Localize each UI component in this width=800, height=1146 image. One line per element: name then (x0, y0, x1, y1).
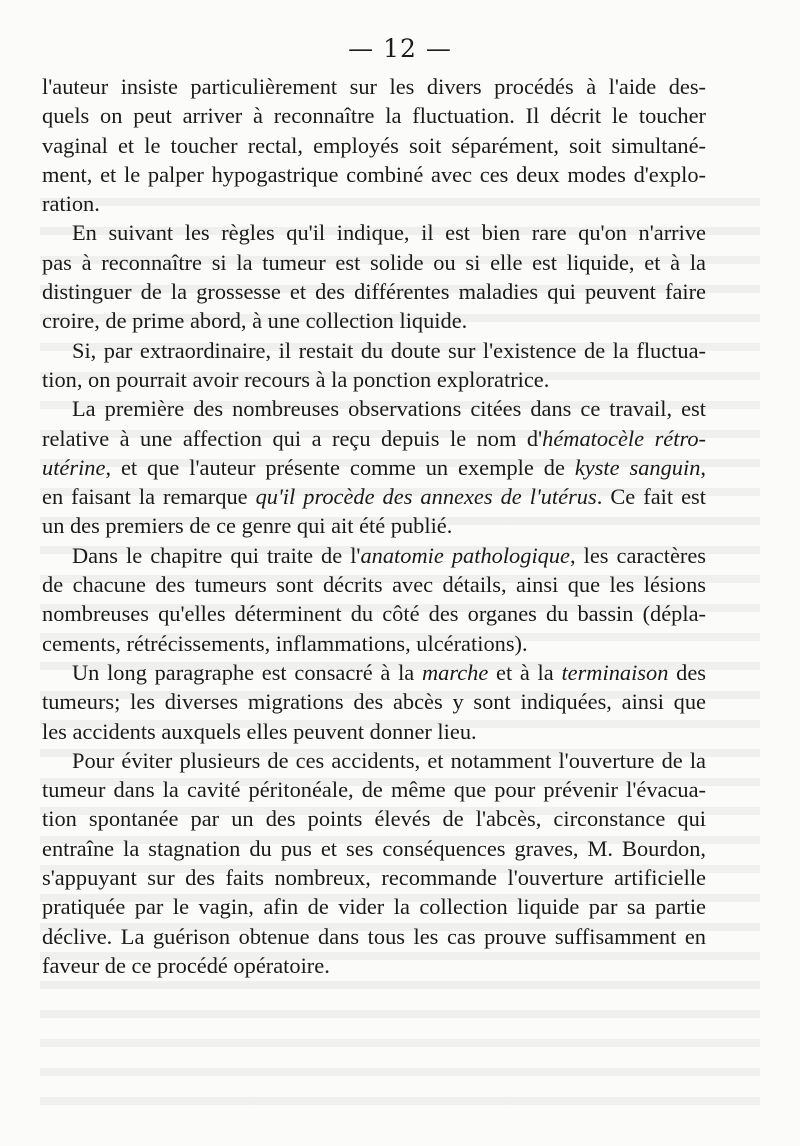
text-line: nombreuses qu'elles déterminent du côté des organes du bassin (dépla- (42, 601, 706, 627)
text-line: les accidents auxquels elles peuvent donner lieu. (42, 718, 477, 744)
text-line: ment, et le palper hypogastrique combiné avec ces deux modes d'explo- (42, 161, 706, 187)
text-line: un des premiers de ce genre qui ait été publié. (42, 513, 453, 539)
text-line (42, 482, 706, 511)
text-line: quels on peut arriver à reconnaître la fluctuation. Il décrit le toucher (42, 103, 706, 129)
text-run: relative à une affection qui a reçu depuis le nom d' (42, 425, 543, 451)
text-line: l'auteur insiste particulièrement sur les divers procédés à l'aide des- (42, 74, 706, 99)
italic-term: utérine (42, 454, 106, 480)
text-line: cements, rétrécissements, inflammations, ulcérations). (42, 630, 528, 656)
italic-quote: qu'il procède des annexes de l'utérus (255, 484, 597, 510)
text-line (42, 424, 706, 453)
page-number: — 12 — (348, 34, 452, 63)
text-run: Dans le chapitre qui traite de l' (72, 542, 361, 568)
text-line: vaginal et le toucher rectal, employés soit séparément, soit simultané- (42, 132, 706, 158)
text-line: tion, on pourrait avoir recours à la ponction exploratrice. (42, 366, 550, 392)
text-run: , (700, 454, 706, 480)
text-line (42, 658, 706, 687)
italic-term: kyste sanguin (574, 454, 701, 480)
italic-term: hématocèle rétro- (542, 425, 706, 451)
text-run: , et que l'auteur présente comme un exemple de (105, 454, 575, 480)
text-line: tumeurs; les diverses migrations des abcès y sont indiquées, ainsi que (42, 689, 706, 715)
text-line: tion spontanée par un des points élevés de l'abcès, circonstance qui (42, 806, 706, 832)
text-line: croire, de prime abord, à une collection liquide. (42, 308, 468, 334)
text-line: faveur de ce procédé opératoire. (42, 952, 330, 978)
text-line: s'appuyant sur des faits nombreux, recommande l'ouverture artificielle (42, 865, 706, 891)
text-line: de chacune des tumeurs sont décrits avec détails, ainsi que les lésions (42, 572, 706, 598)
text-run: des (668, 659, 706, 685)
text-line: En suivant les règles qu'il indique, il est bien rare qu'on n'arrive (72, 220, 706, 246)
text-line: tumeur dans la cavité péritonéale, de même que pour prévenir l'évacua- (42, 777, 706, 803)
text-line: ration. (42, 191, 100, 217)
text-run: , les caractères (570, 542, 707, 568)
italic-term: terminaison (561, 659, 669, 685)
text-line: pas à reconnaître si la tumeur est solide ou si elle est liquide, et à la (42, 249, 706, 275)
text-run: en faisant la remarque (42, 484, 256, 510)
text-run: et à la (488, 659, 562, 685)
italic-term: marche (421, 659, 489, 685)
text-line: distinguer de la grossesse et des différentes maladies qui peuvent faire (42, 279, 706, 305)
text-line: La première des nombreuses observations citées dans ce travail, est (72, 396, 706, 422)
text-line (42, 541, 706, 570)
text-run: Un long paragraphe est consacré à la (72, 659, 422, 685)
text-line (42, 453, 706, 482)
text-line: entraîne la stagnation du pus et ses conséquences graves, M. Bourdon, (42, 835, 706, 861)
text-line: Si, par extraordinaire, il restait du doute sur l'existence de la fluctua- (72, 337, 706, 363)
text-line: pratiquée par le vagin, afin de vider la collection liquide par sa partie (42, 894, 706, 920)
text-line: Pour éviter plusieurs de ces accidents, et notamment l'ouverture de la (72, 747, 706, 773)
italic-term: anatomie pathologique (360, 542, 570, 568)
text-run: . Ce fait est (596, 484, 706, 510)
text-line: déclive. La guérison obtenue dans tous les cas prouve suffisamment en (42, 923, 706, 949)
body-text (42, 72, 706, 980)
